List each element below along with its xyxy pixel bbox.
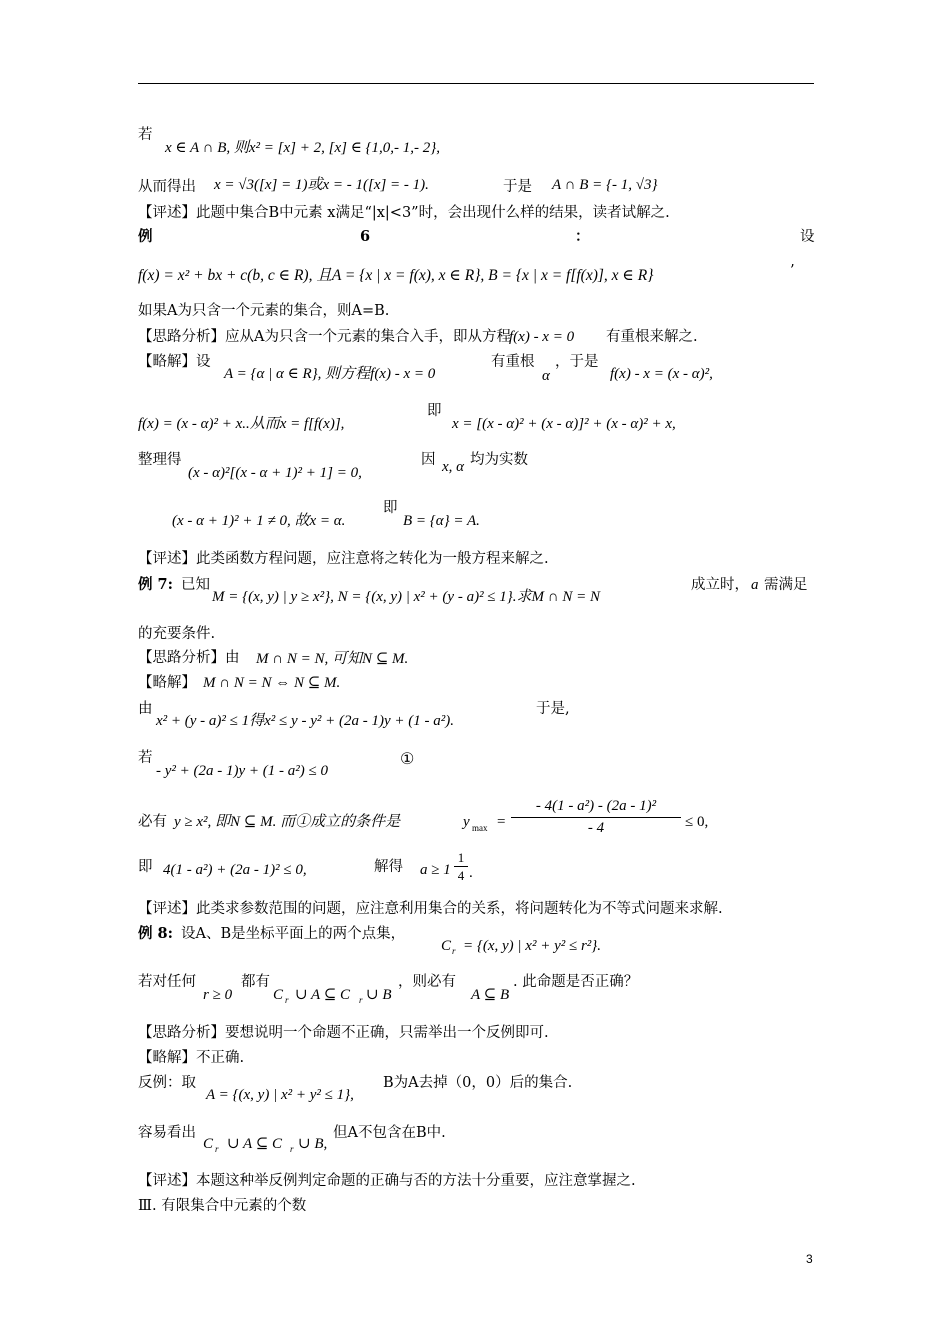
fraction-numerator: 1 bbox=[454, 851, 468, 867]
formula: C bbox=[203, 1136, 214, 1152]
fraction bbox=[454, 851, 468, 882]
formula: f(x) - x = 0 bbox=[509, 329, 575, 345]
subscript: r bbox=[359, 995, 363, 1005]
text-ruo: 若 bbox=[138, 127, 153, 143]
page-number: 3 bbox=[806, 1252, 813, 1266]
formula: x = √3([x] = 1)或x = - 1([x] = - 1). bbox=[214, 177, 429, 193]
formula: a bbox=[751, 577, 759, 593]
text-line: ，于是 bbox=[555, 354, 599, 370]
text-line: 但A不包含在B中. bbox=[333, 1125, 446, 1141]
fraction-denominator: 4 bbox=[457, 868, 465, 883]
formula: ∪ A ⊆ C bbox=[227, 1136, 283, 1152]
text-line: 即 bbox=[427, 403, 442, 419]
text-line: 需满足 bbox=[764, 577, 808, 593]
comment-paragraph: 【评述】此类求参数范围的问题，应注意利用集合的关系，将问题转化为不等式问题来求解. bbox=[138, 901, 723, 917]
formula: A ⊆ B bbox=[471, 987, 510, 1003]
formula: f(x) - x = (x - α)², bbox=[610, 366, 713, 382]
formula: (x - α + 1)² + 1 ≠ 0, 故x = α. bbox=[172, 513, 346, 529]
circled-one: ① bbox=[400, 749, 415, 768]
example-colon: ： bbox=[575, 228, 590, 245]
formula: B = {α} = A. bbox=[403, 513, 480, 529]
text-line: 容易看出 bbox=[138, 1125, 196, 1141]
subscript: r bbox=[285, 995, 289, 1005]
text-line: B为A去掉（0，0）后的集合. bbox=[383, 1075, 573, 1091]
subscript: max bbox=[472, 823, 488, 833]
solution-paragraph: 【略解】 bbox=[138, 675, 196, 691]
formula: f(x) = x² + bx + c(b, c ∈ R), 且A = {x | x = f(x), x ∈ R}, B = {x | x = f[f(x)], x ∈ R} bbox=[138, 267, 654, 284]
text-line: 设A、B是坐标平面上的两个点集， bbox=[181, 926, 406, 942]
period: . bbox=[469, 865, 473, 881]
subscript: r bbox=[215, 1144, 219, 1154]
comment-paragraph: 【评述】本题这种举反例判定命题的正确与否的方法十分重要，应注意掌握之. bbox=[138, 1173, 636, 1189]
comment-paragraph: 【评述】此题中集合B中元素 x满足“|x|<3”时，会出现什么样的结果，读者试解之. bbox=[138, 205, 670, 221]
formula: α bbox=[542, 368, 550, 384]
comment-paragraph: 【评述】此类函数方程问题，应注意将之转化为一般方程来解之. bbox=[138, 551, 549, 567]
text-line: 如果A为只含一个元素的集合，则A=B. bbox=[138, 303, 390, 319]
fraction bbox=[511, 799, 681, 836]
formula: A = {(x, y) | x² + y² ≤ 1}, bbox=[206, 1087, 354, 1103]
text-line: 于是, bbox=[536, 701, 570, 717]
example-label: 例 8: bbox=[138, 925, 173, 942]
subscript: r bbox=[452, 946, 456, 956]
example-label: 例 7: bbox=[138, 576, 173, 593]
subscript: r bbox=[290, 1144, 294, 1154]
formula: - y² + (2a - 1)y + (1 - a²) ≤ 0 bbox=[156, 763, 329, 779]
formula: C bbox=[441, 938, 452, 954]
formula: ∪ A ⊆ C bbox=[295, 987, 351, 1003]
example-label: 例 bbox=[138, 228, 153, 245]
formula: ∪ B, bbox=[298, 1136, 328, 1152]
text-line: 整理得 bbox=[138, 452, 182, 468]
formula: (x - α)²[(x - α + 1)² + 1] = 0, bbox=[188, 465, 362, 481]
analysis-paragraph: 【思路分析】应从A为只含一个元素的集合入手，即从方程 bbox=[138, 329, 511, 345]
formula: r ≥ 0 bbox=[203, 987, 233, 1003]
text-line: 已知 bbox=[181, 577, 210, 593]
text-line: ，则必有 bbox=[398, 974, 456, 990]
header-rule bbox=[138, 83, 814, 84]
formula: ∪ B bbox=[366, 987, 392, 1003]
formula: A = {α | α ∈ R}, 则方程f(x) - x = 0 bbox=[224, 366, 436, 382]
fraction-numerator: - 4(1 - a²) - (2a - 1)² bbox=[511, 799, 681, 818]
formula: x, α bbox=[442, 459, 465, 475]
text-line: 均为实数 bbox=[470, 452, 528, 468]
solution-paragraph: 【略解】设 bbox=[138, 354, 211, 370]
formula: x ∈ A ∩ B, 则x² = [x] + 2, [x] ∈ {1,0,- 1,- 2}, bbox=[165, 140, 441, 156]
formula: A ∩ B = {- 1, √3} bbox=[552, 177, 658, 193]
text-line: 设 bbox=[800, 229, 815, 245]
text-line: 有重根来解之. bbox=[606, 329, 698, 345]
text-line: 成立时， bbox=[691, 577, 749, 593]
formula: x = [(x - α)² + (x - α)]² + (x - α)² + x, bbox=[452, 416, 676, 432]
analysis-paragraph: 【思路分析】要想说明一个命题不正确，只需举出一个反例即可. bbox=[138, 1025, 549, 1041]
text-line: 有重根 bbox=[491, 354, 535, 370]
text-line: 解得 bbox=[374, 859, 403, 875]
text-line: 于是 bbox=[503, 179, 532, 195]
text-line: 都有 bbox=[241, 974, 270, 990]
formula: y ≥ x², 即N ⊆ M. 而①成立的条件是 bbox=[174, 814, 401, 830]
text-line: 因 bbox=[421, 452, 436, 468]
example-number: 6 bbox=[360, 228, 371, 245]
text-line: 即 bbox=[383, 500, 398, 516]
text-line: 即 bbox=[138, 859, 153, 875]
text-line: . 此命题是否正确？ bbox=[513, 974, 639, 990]
text-line: 的充要条件. bbox=[138, 626, 216, 642]
formula: = {(x, y) | x² + y² ≤ r²}. bbox=[463, 938, 602, 954]
section-heading: Ⅲ. 有限集合中元素的个数 bbox=[138, 1198, 307, 1214]
formula: f(x) = (x - α)² + x..从而x = f[f(x)], bbox=[138, 416, 345, 432]
solution-paragraph: 【略解】不正确. bbox=[138, 1050, 245, 1066]
text-line: 反例：取 bbox=[138, 1075, 196, 1091]
formula: M = {(x, y) | y ≥ x²}, N = {(x, y) | x² + (y - a)² ≤ 1}.求M ∩ N = N bbox=[212, 589, 601, 605]
fraction-denominator: - 4 bbox=[587, 820, 605, 836]
text-line: 从而得出 bbox=[138, 179, 196, 195]
formula: a ≥ 1 bbox=[420, 862, 451, 878]
formula: ≤ 0, bbox=[685, 814, 709, 830]
text-line: 若 bbox=[138, 750, 153, 766]
formula: 4(1 - a²) + (2a - 1)² ≤ 0, bbox=[163, 862, 307, 878]
text-line: 若对任何 bbox=[138, 974, 196, 990]
formula: x² + (y - a)² ≤ 1得x² ≤ y - y² + (2a - 1)y + (1 - a²). bbox=[156, 713, 454, 729]
formula: M ∩ N = N ⇔ N ⊆ M. bbox=[203, 675, 341, 691]
formula: M ∩ N = N, 可知N ⊆ M. bbox=[256, 651, 409, 667]
formula: y bbox=[463, 814, 470, 830]
formula: C bbox=[273, 987, 284, 1003]
equals-sign: = bbox=[497, 814, 506, 830]
analysis-paragraph: 【思路分析】由 bbox=[138, 650, 240, 666]
text-line: 由 bbox=[138, 701, 153, 717]
text-line: 必有 bbox=[138, 814, 167, 830]
text-line: ’ bbox=[790, 263, 795, 279]
